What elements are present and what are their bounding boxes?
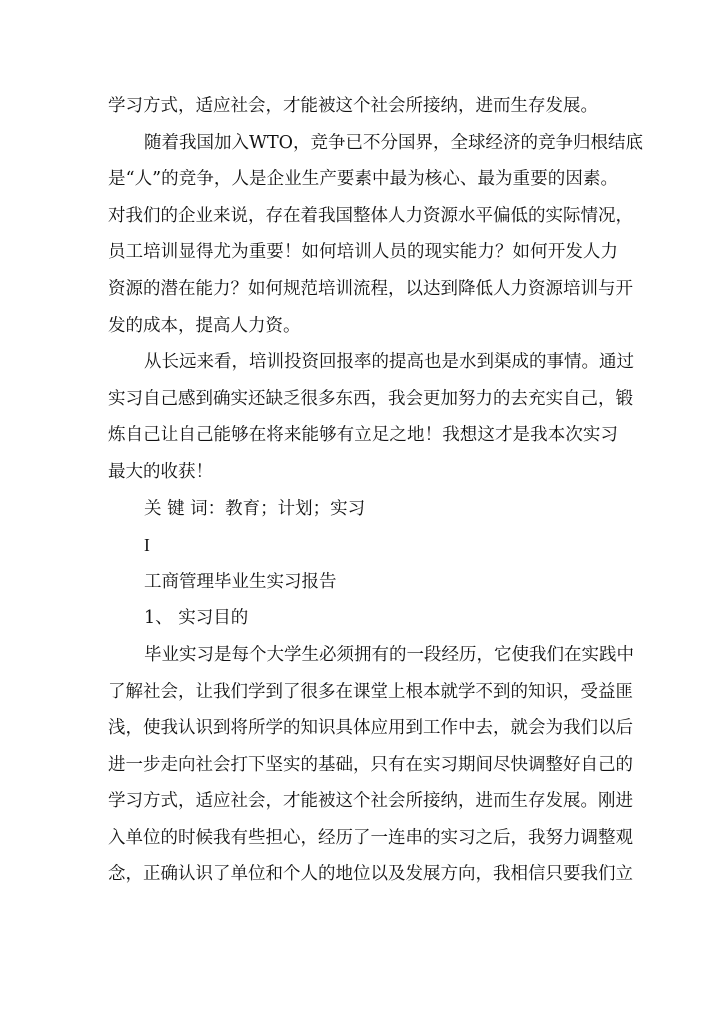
paragraph-1-line-1: 学习方式，适应社会，才能被这个社会所接纳，进而生存发展。 xyxy=(108,96,598,116)
paragraph-2-line-3: 对我们的企业来说，存在着我国整体人力资源水平偏低的实际情况， xyxy=(108,205,633,226)
paragraph-4-line-6: 入单位的时候我有些担心，经历了一连串的实习之后，我努力调整观 xyxy=(108,827,633,848)
paragraph-4-line-5: 学习方式，适应社会，才能被这个社会所接纳，进而生存发展。刚进 xyxy=(108,791,633,812)
document-body xyxy=(108,88,644,893)
paragraph-2-line-2: 是“人”的竞争，人是企业生产要素中最为核心、最为重要的因素。 xyxy=(108,169,618,190)
paragraph-4-line-2: 了解社会，让我们学到了很多在课堂上根本就学不到的知识，受益匪 xyxy=(108,681,633,702)
paragraph-3-line-1: 从长远来看，培训投资回报率的提高也是水到渠成的事情。通过 xyxy=(144,352,634,373)
page-marker: I xyxy=(144,535,150,556)
paragraph-3-line-3: 炼自己让自己能够在将来能够有立足之地！我想这才是我本次实习 xyxy=(108,425,618,446)
paragraph-4-line-4: 进一步走向社会打下坚实的基础，只有在实习期间尽快调整好自己的 xyxy=(108,754,633,775)
paragraph-4-line-7: 念，正确认识了单位和个人的地位以及发展方向，我相信只要我们立 xyxy=(108,864,633,885)
report-title: 工商管理毕业生实习报告 xyxy=(144,571,337,592)
paragraph-2-line-6: 发的成本，提高人力资。 xyxy=(108,315,301,336)
paragraph-3-line-4: 最大的收获！ xyxy=(108,461,213,482)
paragraph-2-line-4: 员工培训显得尤为重要！如何培训人员的现实能力？如何开发人力 xyxy=(108,242,618,263)
section-1-heading: 1、 实习目的 xyxy=(144,608,249,629)
keywords-line: 关 键 词：教育；计划；实习 xyxy=(144,498,366,519)
paragraph-3-line-2: 实习自己感到确实还缺乏很多东西，我会更加努力的去充实自己，锻 xyxy=(108,388,633,409)
paragraph-2-line-1: 随着我国加入WTO，竞争已不分国界，全球经济的竞争归根结底 xyxy=(144,132,644,153)
paragraph-4-line-1: 毕业实习是每个大学生必须拥有的一段经历，它使我们在实践中 xyxy=(144,644,634,665)
paragraph-4-line-3: 浅，使我认识到将所学的知识具体应用到工作中去，就会为我们以后 xyxy=(108,718,633,739)
paragraph-2-line-5: 资源的潜在能力？如何规范培训流程，以达到降低人力资源培训与开 xyxy=(108,278,633,299)
